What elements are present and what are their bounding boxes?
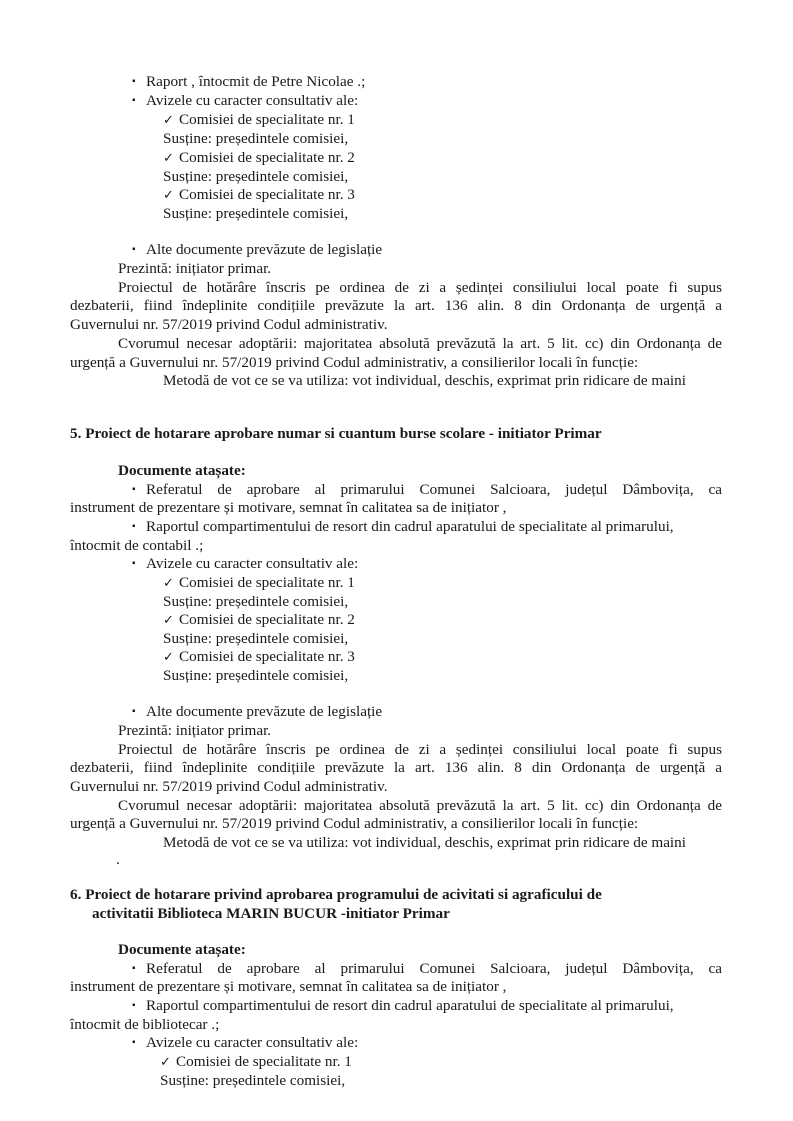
commission-2-item xyxy=(163,150,355,165)
section-5-stray-dot: . xyxy=(116,851,120,868)
section-5-commission-2-text: Comisiei de specialitate nr. 2 xyxy=(179,611,355,628)
section-5-support-3: Susține: președintele comisiei, xyxy=(163,667,349,684)
section-5-paragraph-1-line-3: Guvernului nr. 57/2019 privind Codul administrativ. xyxy=(70,778,388,795)
section-5-commission-2 xyxy=(163,612,355,627)
avize-item xyxy=(132,93,358,108)
section-6-raport-line-1 xyxy=(132,998,674,1013)
section-5-vote-method: Metodă de vot ce se va utiliza: vot individual, deschis, exprimat prin ridicare de maini xyxy=(163,834,686,851)
raport-text: Raport , întocmit de Petre Nicolae .; xyxy=(146,73,366,90)
section-5-other-docs xyxy=(132,704,382,719)
section-5-other-docs-text: Alte documente prevăzute de legislație xyxy=(146,703,383,720)
section-6-commission-1-text: Comisiei de specialitate nr. 1 xyxy=(176,1053,352,1070)
section-6-referat-text: Referatul de aprobare al primarului Comunei Salcioara, județul Dâmbovița, ca xyxy=(146,960,722,977)
section-5-referat-line-2: instrument de prezentare și motivare, semnat în calitatea sa de inițiator , xyxy=(70,499,507,516)
support-3: Susține: președintele comisiei, xyxy=(163,205,349,222)
section-6-commission-1 xyxy=(160,1054,352,1069)
section-6-referat-line-1 xyxy=(132,961,722,976)
section-6-heading-line-1: 6. Proiect de hotarare privind aprobarea programului de acivitati si agraficului de xyxy=(70,886,602,903)
section-5-paragraph-2-line-1: Cvorumul necesar adoptării: majoritatea absolută prevăzută la art. 5 lit. cc) din Ordonanța de xyxy=(118,797,722,814)
avize-text: Avizele cu caracter consultativ ale: xyxy=(146,92,359,109)
section-5-paragraph-2-line-2: urgență a Guvernului nr. 57/2019 privind Codul administrativ, a consilierilor locali în funcție: xyxy=(70,815,639,832)
paragraph-1-line-1: Proiectul de hotărâre înscris pe ordinea de zi a ședinței consiliului local poate fi supus xyxy=(118,279,722,296)
commission-3-item xyxy=(163,187,355,202)
other-docs-text: Alte documente prevăzute de legislație xyxy=(146,241,383,258)
section-5-raport-text: Raportul compartimentului de resort din cadrul aparatului de specialitate al primarului, xyxy=(146,518,674,535)
section-5-referat-text: Referatul de aprobare al primarului Comunei Salcioara, județul Dâmbovița, ca xyxy=(146,481,722,498)
support-2: Susține: președintele comisiei, xyxy=(163,168,349,185)
support-1: Susține: președintele comisiei, xyxy=(163,130,349,147)
section-5-heading: 5. Proiect de hotarare aprobare numar si cuantum burse scolare - initiator Primar xyxy=(70,425,602,442)
paragraph-2-line-1: Cvorumul necesar adoptării: majoritatea absolută prevăzută la art. 5 lit. cc) din Ordonanța de xyxy=(118,335,722,352)
section-5-avize-text: Avizele cu caracter consultativ ale: xyxy=(146,555,359,572)
presenter: Prezintă: inițiator primar. xyxy=(118,260,272,277)
section-6-support-1: Susține: președintele comisiei, xyxy=(160,1072,346,1089)
section-5-presenter: Prezintă: inițiator primar. xyxy=(118,722,272,739)
commission-1-text: Comisiei de specialitate nr. 1 xyxy=(179,111,355,128)
section-6-docs-label: Documente atașate: xyxy=(118,941,246,958)
section-5-commission-1 xyxy=(163,575,355,590)
section-5-raport-line-1 xyxy=(132,519,674,534)
section-6-raport-text: Raportul compartimentului de resort din cadrul aparatului de specialitate al primarului, xyxy=(146,997,674,1014)
raport-item xyxy=(132,74,365,89)
section-5-paragraph-1-line-2: dezbaterii, fiind îndeplinite condițiile prevăzute la art. 136 alin. 8 din Ordonanța de urgență a xyxy=(70,759,722,776)
section-5-referat-line-1 xyxy=(132,482,722,497)
section-6-avize xyxy=(132,1035,358,1050)
paragraph-1-line-2: dezbaterii, fiind îndeplinite condițiile prevăzute la art. 136 alin. 8 din Ordonanța de urgență a xyxy=(70,297,722,314)
section-6-avize-text: Avizele cu caracter consultativ ale: xyxy=(146,1034,359,1051)
commission-3-text: Comisiei de specialitate nr. 3 xyxy=(179,186,355,203)
section-5-commission-3-text: Comisiei de specialitate nr. 3 xyxy=(179,648,355,665)
section-5-docs-label: Documente atașate: xyxy=(118,462,246,479)
paragraph-1-line-3: Guvernului nr. 57/2019 privind Codul administrativ. xyxy=(70,316,388,333)
section-6-referat-line-2: instrument de prezentare și motivare, semnat în calitatea sa de inițiator , xyxy=(70,978,507,995)
section-5-avize xyxy=(132,556,358,571)
paragraph-2-line-2: urgență a Guvernului nr. 57/2019 privind Codul administrativ, a consilierilor locali în funcție: xyxy=(70,354,639,371)
section-5-paragraph-1-line-1: Proiectul de hotărâre înscris pe ordinea de zi a ședinței consiliului local poate fi supus xyxy=(118,741,722,758)
vote-method: Metodă de vot ce se va utiliza: vot individual, deschis, exprimat prin ridicare de maini xyxy=(163,372,686,389)
section-6-raport-line-2: întocmit de bibliotecar .; xyxy=(70,1016,220,1033)
section-5-commission-3 xyxy=(163,649,355,664)
section-5-raport-line-2: întocmit de contabil .; xyxy=(70,537,204,554)
section-5-support-2: Susține: președintele comisiei, xyxy=(163,630,349,647)
commission-1-item xyxy=(163,112,355,127)
commission-2-text: Comisiei de specialitate nr. 2 xyxy=(179,149,355,166)
other-docs-item xyxy=(132,242,382,257)
section-6-heading-line-2: activitatii Biblioteca MARIN BUCUR -initiator Primar xyxy=(92,905,450,922)
section-5-commission-1-text: Comisiei de specialitate nr. 1 xyxy=(179,574,355,591)
section-5-support-1: Susține: președintele comisiei, xyxy=(163,593,349,610)
